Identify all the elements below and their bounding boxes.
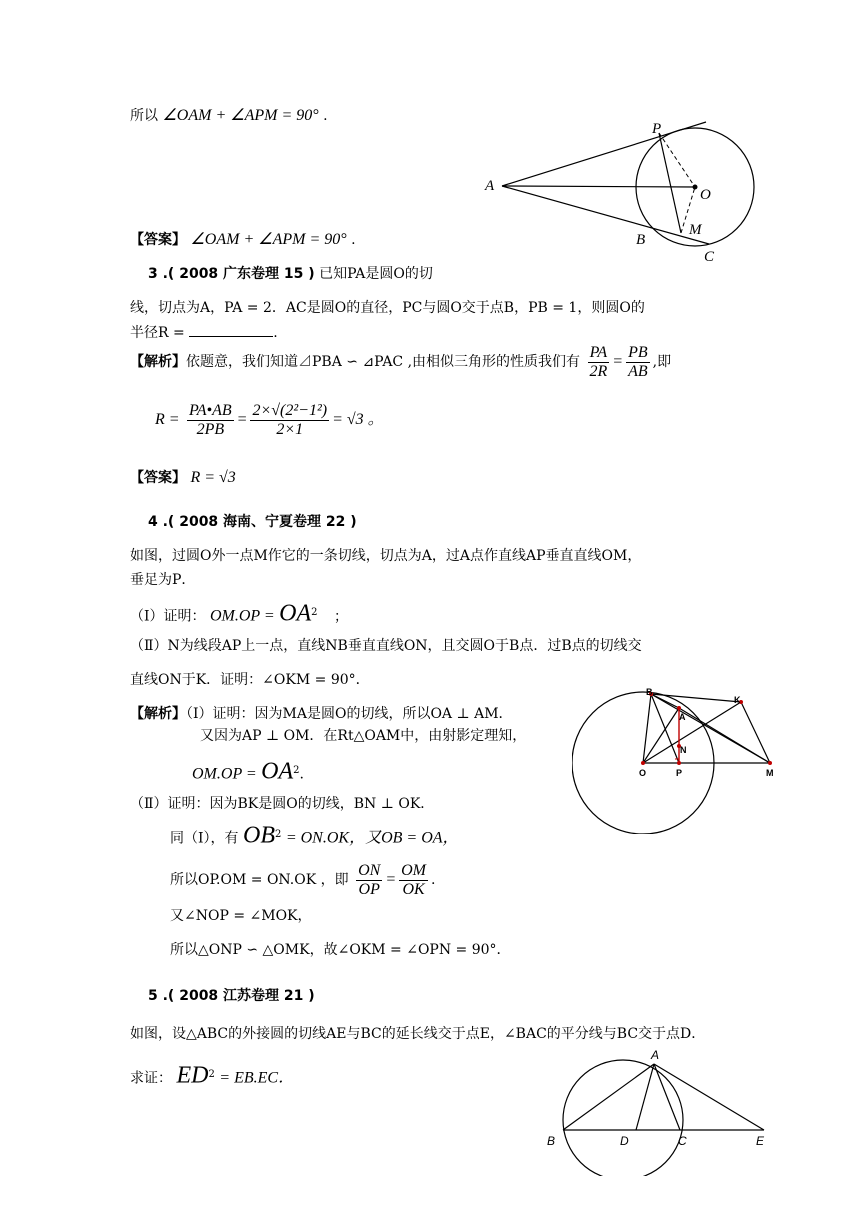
q3-formula-rhs: = √3 。 (332, 411, 384, 428)
q3-analysis: 【解析】依题意，我们知道⊿PBA ∽ ⊿PAC ,由相似三角形的性质我们有 $\frac{PA}{2R}$ = $\frac{PB}{AB}$ ,即 (130, 343, 672, 380)
q4-line2: 垂足为P． (130, 572, 196, 588)
fig5-label-C: C (678, 1134, 687, 1148)
q4-b3: 所以OP.OM = ON.OK ，即 $\frac{ON}{OP}$ = $\frac{OM}{OK}$ . (170, 861, 436, 898)
q5-heading: 5 .( 2008 江苏卷理 21 ) (148, 988, 315, 1004)
p1-intro: 所以 (130, 108, 158, 124)
q4-analysis-a1 (130, 704, 513, 724)
p1-answer-end: . (351, 232, 356, 248)
q4-part1 (130, 598, 348, 632)
q4-b2-pre: 同（Ⅰ），有 (170, 830, 239, 847)
q4-a1-text: （Ⅰ）证明：因为MA是圆O的切线，所以OA ⊥ AM． (186, 706, 513, 722)
q3-answer-tag: 【答案】 (130, 470, 186, 486)
q3-frac2-den: AB (628, 362, 648, 380)
q3-formula-f1-den: 2PB (196, 420, 225, 438)
q3-frac-pb-ab (626, 344, 650, 381)
q3-answer-blank (189, 322, 273, 337)
q4-b3-pre: 所以OP.OM = ON.OK ，即 (170, 872, 349, 888)
fig4-label-K: K (734, 695, 741, 705)
p1-answer-eq: ∠OAM + ∠APM = 90° (190, 231, 347, 248)
q4-part1-oa: OA (279, 600, 312, 627)
fig1-label-P: P (652, 121, 662, 137)
fig1-label-O: O (700, 187, 711, 203)
q3-answer-value: R = √3 (190, 469, 236, 486)
q3-analysis-end: ,即 (652, 354, 672, 370)
q4-b3-frac2 (399, 862, 428, 899)
q4-b3-f1-num: ON (358, 861, 381, 879)
p1-conclusion (130, 106, 328, 126)
q4-heading: 4 .( 2008 海南、宁夏卷理 22 ) (148, 514, 357, 530)
q4-b2-sup: 2 (274, 829, 282, 840)
p1-equation: ∠OAM + ∠APM = 90° (162, 107, 319, 124)
q4-b3-frac1 (356, 862, 382, 899)
q3-line2: 线，切点为A，PA = 2．AC是圆O的直径，PC与圆O交于点B，PB = 1，则圆O的 (130, 300, 645, 316)
q3-line3 (130, 322, 278, 343)
q4-b3-end: . (431, 872, 436, 888)
fig5-label-D: D (620, 1134, 629, 1148)
q4-part1-eq: OM.OP = (209, 607, 275, 625)
fig5-label-B: B (547, 1134, 556, 1148)
q3-line3-pre: 半径R = (130, 325, 185, 341)
q5-proof-pre: 求证： (130, 1070, 172, 1087)
fig4-label-B: B (646, 687, 653, 697)
q4-b2-post: = ON.OK，又OB = OA， (285, 829, 459, 847)
p1-answer-tag: 【答案】 (130, 232, 186, 248)
fig4-label-P: P (676, 768, 683, 778)
q4-a3-sup: 2 (293, 765, 300, 776)
q5-line1: 如图，设△ABC的外接圆的切线AE与BC的延长线交于点E，∠BAC的平分线与BC交于点D． (130, 1026, 706, 1042)
q4-b3-f1-den: OP (358, 880, 380, 898)
fig4-label-O: O (639, 768, 647, 778)
q3-formula: R = $\frac{PA•AB}{2PB}$ = $\frac{\text{2×√(2²−1²)}}{2\times 1}$ = √3 。 (155, 401, 384, 438)
q3-answer (130, 468, 236, 488)
figure-q5-circumcircle (540, 1046, 780, 1176)
q5-proof-ed: ED (176, 1062, 209, 1089)
q4-b3-f2-num: OM (401, 861, 426, 879)
q3-frac1-den: 2R (589, 362, 608, 380)
fig1-label-A: A (485, 178, 495, 194)
q3-frac1-num: PA (588, 344, 610, 363)
fig4-label-A: A (679, 712, 686, 722)
p1-end: . (323, 108, 328, 124)
q3-formula-frac1 (187, 402, 234, 439)
q4-a3 (192, 756, 304, 790)
q4-b4: 又∠NOP = ∠MOK， (170, 908, 312, 924)
q4-part1-sup: 2 (311, 607, 318, 618)
q3-analysis-text: 依题意，我们知道⊿PBA ∽ ⊿PAC ,由相似三角形的性质我们有 (186, 354, 581, 370)
q4-part1-end: ； (333, 608, 348, 625)
q3-analysis-tag: 【解析】 (130, 354, 186, 370)
q3-heading: 3 .( 2008 广东卷理 15 ) (148, 266, 315, 282)
fig1-label-B: B (636, 232, 646, 248)
q4-b5: 所以△ONP ∽ △OMK，故∠OKM = ∠OPN = 90°． (170, 942, 511, 958)
q5-proof-sup: 2 (208, 1069, 215, 1080)
q4-b3-f2-den: OK (402, 880, 425, 898)
q4-part2-line2: 直线ON于K．证明：∠OKM = 90°． (130, 672, 370, 688)
q3-formula-f2-num: 2×√(2²−1²) (252, 401, 328, 419)
q4-a3-end: . (299, 766, 304, 783)
q4-a2: 又因为AP ⊥ OM．在Rt△OAM中，由射影定理知， (200, 728, 527, 744)
q4-b2 (170, 820, 459, 854)
q5-proof-post: = EB.EC． (219, 1069, 295, 1087)
q3-formula-f2-den: 2×1 (276, 420, 304, 438)
q3-heading-line (148, 264, 433, 284)
q5-proof (130, 1058, 294, 1096)
q4-part2-line1: （Ⅱ）N为线段AP上一点，直线NB垂直直线ON，且交圆O于B点．过B点的切线交 (130, 638, 642, 654)
q3-frac2-num: PB (628, 343, 648, 361)
q3-heading-rest: 已知PA是圆O的切 (319, 266, 433, 282)
figure-q4-circle-tangent (572, 682, 792, 834)
q4-a3-eq: OM.OP = (192, 765, 257, 783)
q3-line3-post: . (273, 325, 278, 341)
q4-part1-label: （Ⅰ）证明： (130, 608, 206, 625)
fig1-label-C: C (704, 249, 715, 265)
fig5-label-E: E (756, 1134, 765, 1148)
figure-tangent-circle (478, 112, 778, 270)
q4-a3-oa: OA (261, 758, 294, 785)
fig4-label-N: N (680, 745, 687, 755)
q4-analysis-tag: 【解析】 (130, 706, 186, 722)
q3-frac-pa-2r (588, 344, 610, 381)
q3-formula-lhs: R = (155, 411, 180, 428)
q3-formula-f1-num: PA•AB (189, 401, 232, 419)
fig1-label-M: M (689, 222, 702, 238)
fig4-label-M: M (766, 768, 774, 778)
q4-b2-ob: OB (242, 822, 275, 849)
fig5-label-A: A (651, 1048, 660, 1062)
q3-formula-frac2 (250, 402, 329, 439)
p1-answer (130, 230, 356, 250)
q4-b1: （Ⅱ）证明：因为BK是圆O的切线，BN ⊥ OK． (130, 796, 435, 812)
q4-line1: 如图，过圆O外一点M作它的一条切线，切点为A，过A点作直线AP垂直直线OM， (130, 548, 642, 564)
